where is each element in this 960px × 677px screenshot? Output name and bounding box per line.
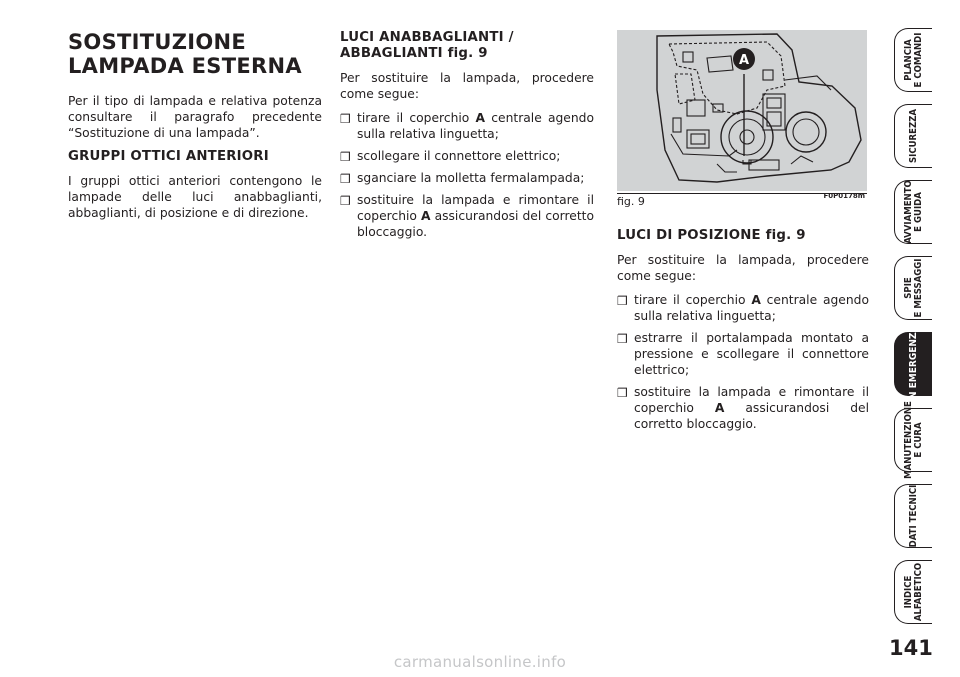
side-lights-intro-paragraph: Per sostituire la lampada, procedere come segue:	[617, 253, 869, 283]
callout-label: A	[738, 53, 750, 68]
checkbox-bullet-icon: ❒	[617, 332, 628, 346]
list-item: ❒ sostituire la lampada e rimontare il coperchio A assicurandosi del corretto bloccaggio.	[340, 193, 594, 239]
tab-sicurezza[interactable]: SICUREZZA	[894, 104, 932, 168]
page-title: SOSTITUZIONE LAMPADA ESTERNA	[68, 30, 302, 78]
section-heading-side-lights: LUCI DI POSIZIONE fig. 9	[617, 228, 806, 243]
list-item: ❒ sostituire la lampada e rimontare il coperchio A assicurandosi del corretto bloccaggio.	[617, 385, 869, 431]
checkbox-bullet-icon: ❒	[617, 386, 628, 400]
checkbox-bullet-icon: ❒	[617, 294, 628, 308]
side-lights-steps-list	[617, 292, 869, 432]
column-1	[68, 30, 322, 229]
figure-caption	[617, 193, 867, 210]
dipped-intro-paragraph: Per sostituire la lampada, procedere come segue:	[340, 71, 594, 101]
tab-spie-e-messaggi[interactable]: SPIE E MESSAGGI	[894, 256, 932, 320]
front-lights-paragraph: I gruppi ottici anteriori contengono le lampade delle luci anabbaglianti, abbaglianti, di posizione e di direzione.	[68, 174, 322, 220]
figure-label: fig. 9	[617, 195, 645, 208]
tab-dati-tecnici[interactable]: DATI TECNICI	[894, 484, 932, 548]
tab-plancia-e-comandi[interactable]: PLANCIA E COMANDI	[894, 28, 932, 92]
tab-manutenzione-e-cura[interactable]: MANUTENZIONE E CURA	[894, 408, 932, 472]
list-item: ❒ sganciare la molletta fermalampada;	[340, 171, 585, 186]
section-heading-front-lights: GRUPPI OTTICI ANTERIORI	[68, 149, 269, 164]
headlamp-drawing	[617, 30, 867, 191]
column-3	[617, 228, 869, 438]
figure-code: F0P0178m	[823, 192, 865, 200]
column-2	[340, 30, 594, 246]
intro-paragraph: Per il tipo di lampada e relativa potenza consultare il paragrafo precedente “Sostituzione di una lampada”.	[68, 94, 322, 140]
checkbox-bullet-icon: ❒	[340, 194, 351, 208]
watermark: carmanualsonline.info	[393, 653, 567, 671]
dipped-steps-list	[340, 110, 594, 240]
list-item: ❒ tirare il coperchio A centrale agendo sulla relativa linguetta;	[340, 111, 594, 141]
list-item: ❒ scollegare il connettore elettrico;	[340, 149, 561, 164]
checkbox-bullet-icon: ❒	[340, 150, 351, 164]
headlamp-figure	[617, 30, 867, 191]
section-heading-dipped-main-beam: LUCI ANABBAGLIANTI / ABBAGLIANTI fig. 9	[340, 30, 514, 61]
checkbox-bullet-icon: ❒	[340, 172, 351, 186]
tab-indice-alfabetico[interactable]: INDICE ALFABETICO	[894, 560, 932, 624]
tab-in-emergenza[interactable]: IN EMERGENZA	[894, 332, 932, 396]
list-item: ❒ estrarre il portalampada montato a pressione e scollegare il connettore elettrico;	[617, 331, 869, 377]
tab-avviamento-e-guida[interactable]: AVVIAMENTO E GUIDA	[894, 180, 932, 244]
checkbox-bullet-icon: ❒	[340, 112, 351, 126]
list-item: ❒ tirare il coperchio A centrale agendo sulla relativa linguetta;	[617, 293, 869, 323]
page-number: 141	[889, 636, 933, 660]
